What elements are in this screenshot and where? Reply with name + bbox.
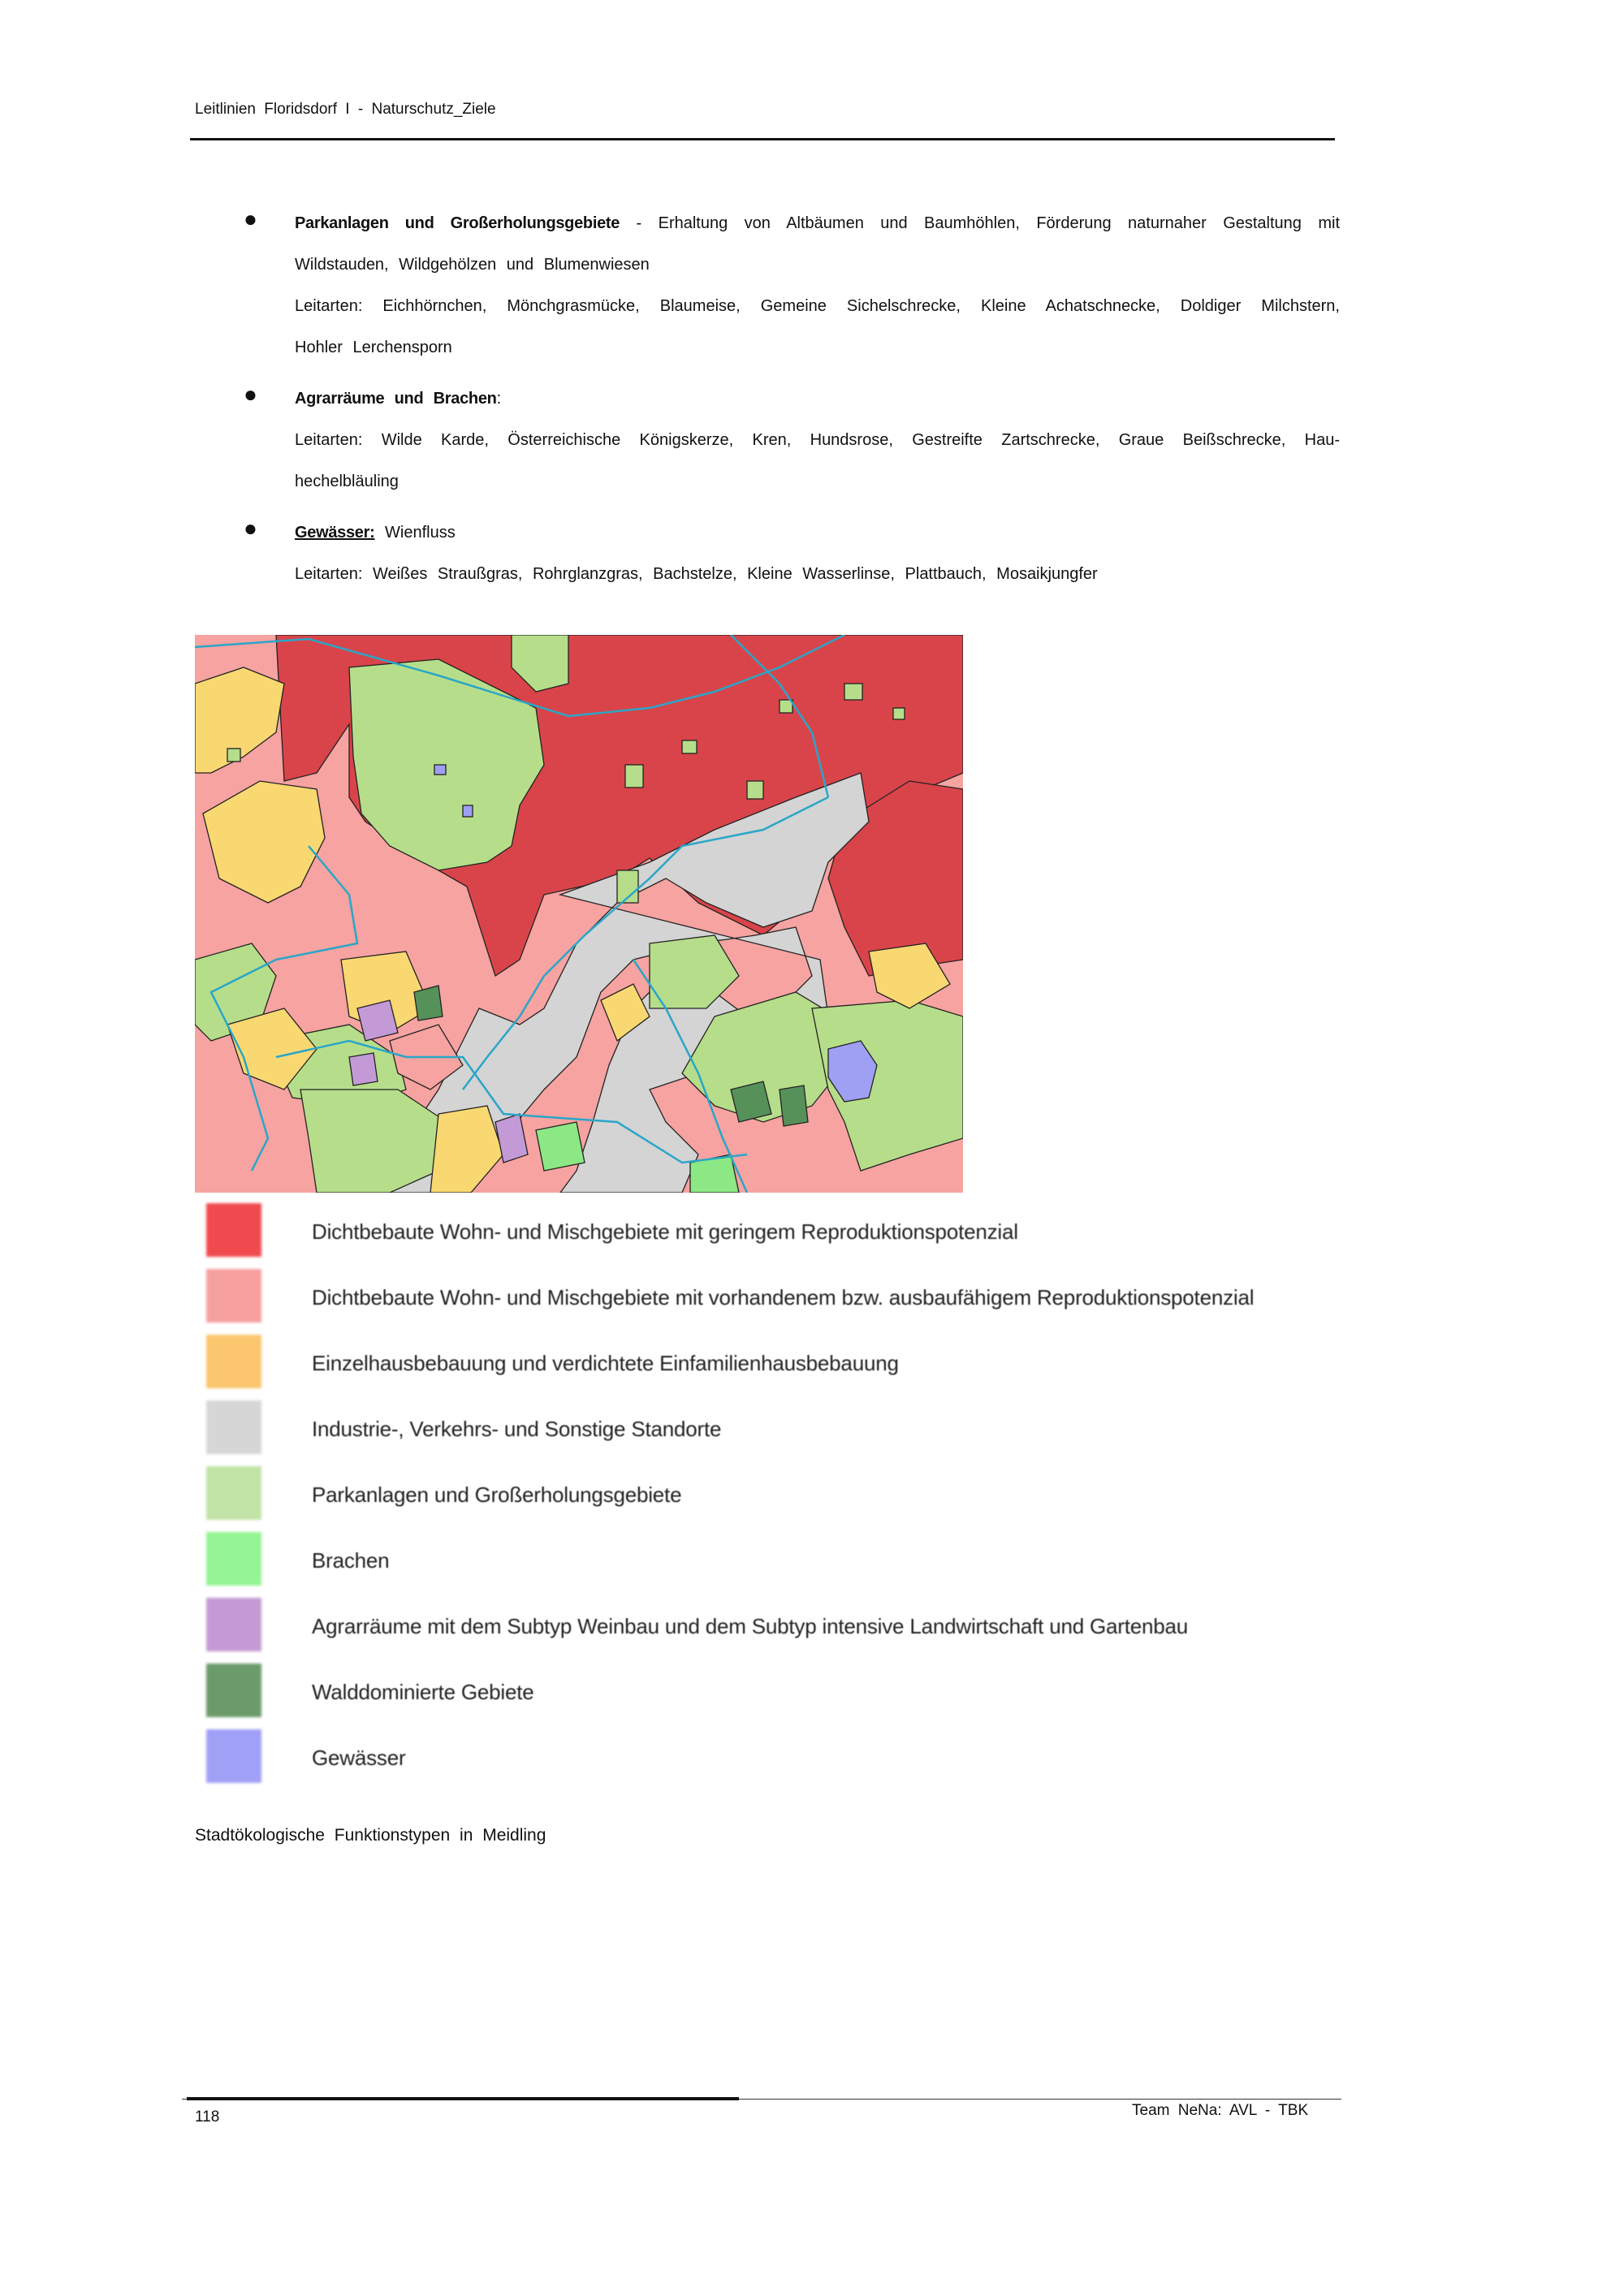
legend-label: Einzelhausbebauung und verdichtete Einfamilienhausbebauung <box>312 1351 899 1375</box>
footer-rule-thick <box>187 2097 739 2100</box>
bullet-parkanlagen <box>244 203 1340 369</box>
map-area-water <box>463 805 473 817</box>
map-area-park <box>227 749 240 762</box>
legend-swatch <box>206 1203 261 1257</box>
legend-label: Brachen <box>312 1548 390 1573</box>
page-header: Leitlinien Floridsdorf I - Naturschutz_Ziele <box>195 101 496 118</box>
bullet-agrarraeume <box>244 378 1340 503</box>
map-area-park <box>844 684 862 700</box>
leitarten-line: Leitarten: Eichhörnchen, Mönchgrasmücke, Blaumeise, Gemeine Sichelschrecke, Kleine Achatschnecke, Doldiger Milchstern, <box>295 297 1340 315</box>
map-image <box>195 635 963 1193</box>
map-area-wald <box>780 1085 808 1126</box>
legend-swatch <box>206 1664 261 1717</box>
bullet-dot: ● <box>244 382 257 407</box>
legend-label: Agrarräume mit dem Subtyp Weinbau und dem Subtyp intensive Landwirtschaft und Gartenbau <box>312 1614 1189 1638</box>
legend-label: Dichtbebaute Wohn- und Mischgebiete mit geringem Reproduktionspotenzial <box>312 1219 1018 1244</box>
legend-swatch <box>206 1269 261 1323</box>
legend-swatch <box>206 1598 261 1651</box>
legend-label: Industrie-, Verkehrs- und Sonstige Standorte <box>312 1417 722 1441</box>
map-area-park <box>893 708 905 719</box>
bullet-heading: Agrarräume und Brachen <box>295 390 497 408</box>
figure-caption: Stadtökologische Funktionstypen in Meidling <box>195 1826 546 1845</box>
header-rule <box>190 138 1335 140</box>
map-area-wald <box>414 986 443 1021</box>
footer-team: Team NeNa: AVL - TBK <box>1132 2102 1309 2119</box>
page-number: 118 <box>195 2108 220 2126</box>
legend-label: Parkanlagen und Großerholungsgebiete <box>312 1482 682 1507</box>
legend-swatch <box>206 1466 261 1520</box>
bullet-gewaesser <box>244 512 1340 595</box>
map-area-water <box>434 765 446 775</box>
map-area-agrar <box>357 1000 398 1041</box>
legend-swatch <box>206 1729 261 1783</box>
bullet-heading: Gewässer: <box>295 524 375 542</box>
legend-label: Gewässer <box>312 1746 406 1770</box>
legend-swatch <box>206 1335 261 1388</box>
legend-swatch <box>206 1400 261 1454</box>
bullet-line: Wildstauden, Wildgehölzen und Blumenwiesen <box>295 256 650 274</box>
leitarten-line: Leitarten: Weißes Straußgras, Rohrglanzgras, Bachstelze, Kleine Wasserlinse, Plattbauch, Mosaikjungfer <box>295 565 1098 583</box>
map-area-park <box>682 740 697 753</box>
legend-label: Walddominierte Gebiete <box>312 1680 534 1704</box>
bullet-text: Wienfluss <box>374 524 456 542</box>
bullet-line <box>295 203 1340 244</box>
legend-label: Dichtbebaute Wohn- und Mischgebiete mit vorhandenem bzw. ausbaufähigem Reproduktionspotenzial <box>312 1285 1255 1310</box>
bullet-dot: ● <box>244 516 257 541</box>
bullet-text: - Erhaltung von Altbäumen und Baumhöhlen, Förderung naturnaher Gestaltung mit <box>620 214 1341 232</box>
bullet-dot: ● <box>244 206 257 231</box>
leitarten-line: Leitarten: Wilde Karde, Österreichische Königskerze, Kren, Hundsrose, Gestreifte Zartschrecke, Graue Beißschrecke, Hau- <box>295 431 1340 449</box>
bullet-line <box>295 378 1340 420</box>
legend-swatch <box>206 1532 261 1586</box>
land-use-map <box>195 635 963 1193</box>
map-area-park <box>747 781 763 799</box>
map-area-park <box>625 765 643 788</box>
bullet-text: : <box>496 390 502 408</box>
leitarten-line: Hohler Lerchensporn <box>295 339 452 356</box>
bullet-heading: Parkanlagen und Großerholungsgebiete <box>295 214 620 232</box>
bullet-list <box>244 203 1340 595</box>
map-area-agrar <box>349 1053 378 1085</box>
map-area-wald <box>731 1081 771 1122</box>
map-area-brache <box>536 1122 585 1171</box>
leitarten-line: hechelbläuling <box>295 473 399 490</box>
bullet-line <box>295 512 1340 554</box>
